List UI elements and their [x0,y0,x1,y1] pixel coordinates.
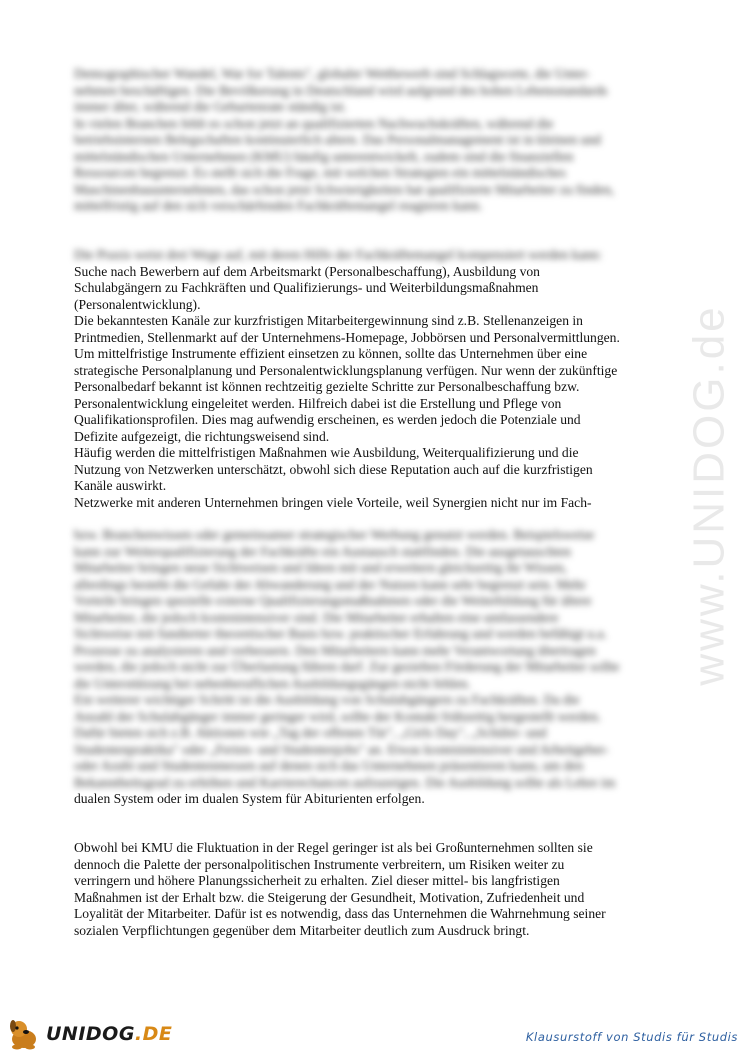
paragraph-1-blurred [74,66,684,215]
text-line-blurred: Studentenpraktika" oder „Ferien- und Studentenjobs" an. Etwas kostenintensiver und Arbeitgeber- [74,741,609,757]
watermark-text: www.UNIDOG.de [685,304,735,686]
paragraph-2-blurred-line: Die Praxis weist drei Wege auf, mit deren Hilfe der Fachkräftemangel kompensiert werden kann: [74,247,602,262]
text-line: Suche nach Bewerbern auf dem Arbeitsmarkt (Personalbeschaffung), Ausbildung von [74,263,540,279]
text-line-blurred: mittelständischen Unternehmen (KMU) häufig unterentwickelt, zudem sind die finanziellen [74,148,574,164]
text-line-blurred: Mitarbeiter bringen neue Sichtweisen und Ideen mit und erweitern gleichzeitig ihr Wissen, [74,560,567,575]
text-line-blurred: Prozesse zu analysieren und verbessern. Den Mitarbeitern kann mehr Verantwortung übertragen [74,642,596,658]
text-line-blurred: Maschinenbauunternehmen, das schon jetzt Schwierigkeiten hat qualifizierte Mitarbeiter zu finden, [74,181,615,197]
text-line-blurred: Bekanntheitsgrad zu erhöhen und Karrierechancen aufzuzeigen. Die Ausbildung sollte als Lehre im [74,774,616,790]
text-line-blurred: In vielen Branchen fehlt es schon jetzt an qualifizierten Nachwuchskräften, während die [74,115,554,131]
text-line: Personalentwicklung eingeleitet werden. Hilfreich dabei ist die Erstellung und Pflege von [74,395,562,411]
text-line: Maßnahmen ist der Erhalt bzw. die Steigerung der Gesundheit, Motivation, Zufriedenheit und [74,889,585,905]
text-line-blurred: werden, die jedoch nicht zur Überlastung führen darf. Zur gezielten Förderung der Mitarbeiter sollte [74,659,620,674]
text-line-blurred: nehmen beschäftigen. Die Bevölkerung in Deutschland wird aufgrund des hohen Lebensstandards [74,82,608,98]
paragraph-2 [74,247,684,511]
text-line: (Personalentwicklung). [74,296,201,312]
text-line-blurred: Demographischer Wandel, War for Talents", globaler Wettbewerb sind Schlagworte, die Unter- [74,66,591,81]
text-line-blurred: bzw. Branchenwissen oder gemeinsamer strategischer Werbung genutzt werden. Beispielsweise [74,527,595,542]
dog-icon [6,1017,42,1051]
footer-slogan: Klausurstoff von Studis für Studis [525,1030,738,1044]
watermark [680,255,740,735]
text-line-blurred: oder Azubi und Studentenmessen auf denen sich das Unternehmen präsentieren kann, um den [74,758,584,773]
text-line-blurred: Ressourcen begrenzt. Es stellt sich die Frage, mit welchen Strategien ein mittelständisches [74,165,566,180]
text-line-blurred: die Unterstützung bei nebenberuflichen Ausbildungsgängen nicht fehlen. [74,675,471,691]
text-line: dennoch die Palette der personalpolitischen Instrumente verbreitern, um Risiken weiter zu [74,856,565,872]
text-line-blurred: kann zur Weiterqualifizierung der Fachkräfte ein Austausch stattfinden. Die ausgetauschten [74,543,571,559]
text-line: Defizite aufgezeigt, die richtungsweisend sind. [74,428,330,444]
text-line: strategische Personalplanung und Personalentwicklungsplanung verfügen. Nur wenn der zukünftige [74,362,618,378]
text-line-blurred: immer älter, während die Geburtenrate ständig ist. [74,99,347,114]
text-line-blurred: Anzahl der Schulabgänger immer geringer wird, sollte der Kontakt frühzeitig hergestellt werden. [74,708,602,724]
text-line-blurred: Ein weiterer wichtiger Schritt ist die Ausbildung von Schulabgängern zu Fachkräften. Da die [74,692,580,707]
text-line: Schulabgängern zu Fachkräften und Qualifizierungs- und Weiterbildungsmaßnahmen [74,280,539,295]
paragraph-4 [74,840,684,939]
paragraph-3-clear-line: dualen System oder im dualen System für Abiturienten erfolgen. [74,791,425,806]
text-line-blurred: allerdings besteht die Gefahr der Abwanderung und der Nutzen kann sehr begrenzt sein. Mehr [74,576,586,592]
text-line: Um mittelfristige Instrumente effizient einsetzen zu können, sollte das Unternehmen über eine [74,346,588,361]
text-line: Häufig werden die mittelfristigen Maßnahmen wie Ausbildung, Weiterqualifizierung und die [74,445,579,460]
text-line-blurred: betriebsinternen Belegschaften kontinuierlich altern. Das Personalmanagement ist in kleinen und [74,132,601,147]
text-line: Kanäle auswirkt. [74,478,167,493]
text-line: Loyalität der Mitarbeiter. Dafür ist es notwendig, dass das Unternehmen die Wahrnehmung seiner [74,906,606,921]
text-line-blurred: Mitarbeiter, die jedoch kostenintensiver sind. Die Mitarbeiter erhalten eine umfassendere [74,609,559,625]
text-line-blurred: mittelfristig auf den sich verschärfenden Fachkräftemangel reagieren kann. [74,198,483,213]
logo-text: UNIDOG.DE [46,1023,173,1045]
text-line-blurred: Dafür bieten sich z.B. Aktionen wie „Tag der offenen Tür", „Girls Day", „Schüler- und [74,725,547,740]
text-line: Qualifikationsprofilen. Dies mag aufwendig erscheinen, es werden jedoch die Potenziale und [74,412,581,427]
text-line: sozialen Verpflichtungen gegenüber dem Mitarbeiter deutlich zum Ausdruck bringt. [74,922,530,938]
text-line-blurred: Vorteile bringen spezielle externe Qualifizierungsmaßnahmen oder die Weiterbildung für ältere [74,593,592,608]
text-line: Personalbedarf bekannt ist können rechtzeitig gezielte Schritte zur Personalbeschaffung bzw. [74,379,580,394]
text-line: verringern und höhere Planungssicherheit zu erhalten. Ziel dieser mittel- bis langfristigen [74,873,560,888]
text-line: Printmedien, Stellenmarkt auf der Unternehmens-Homepage, Jobbörsen und Personalvermittlungen. [74,329,620,345]
text-line: Netzwerke mit anderen Unternehmen bringen viele Vorteile, weil Synergien nicht nur im Fach- [74,494,592,510]
unidog-logo [6,1016,173,1052]
text-line-blurred: Sichtweise mit fundierter theoretischer Basis bzw. praktischer Erfahrung und werden befähigt u.a. [74,626,607,641]
text-line: Nutzung von Netzwerken unterschätzt, obwohl sich diese Reputation auch auf die kurzfristigen [74,461,593,477]
paragraph-3 [74,527,684,808]
text-line: Die bekanntesten Kanäle zur kurzfristigen Mitarbeitergewinnung sind z.B. Stellenanzeigen in [74,313,583,328]
text-line: Obwohl bei KMU die Fluktuation in der Regel geringer ist als bei Großunternehmen sollten sie [74,840,593,855]
